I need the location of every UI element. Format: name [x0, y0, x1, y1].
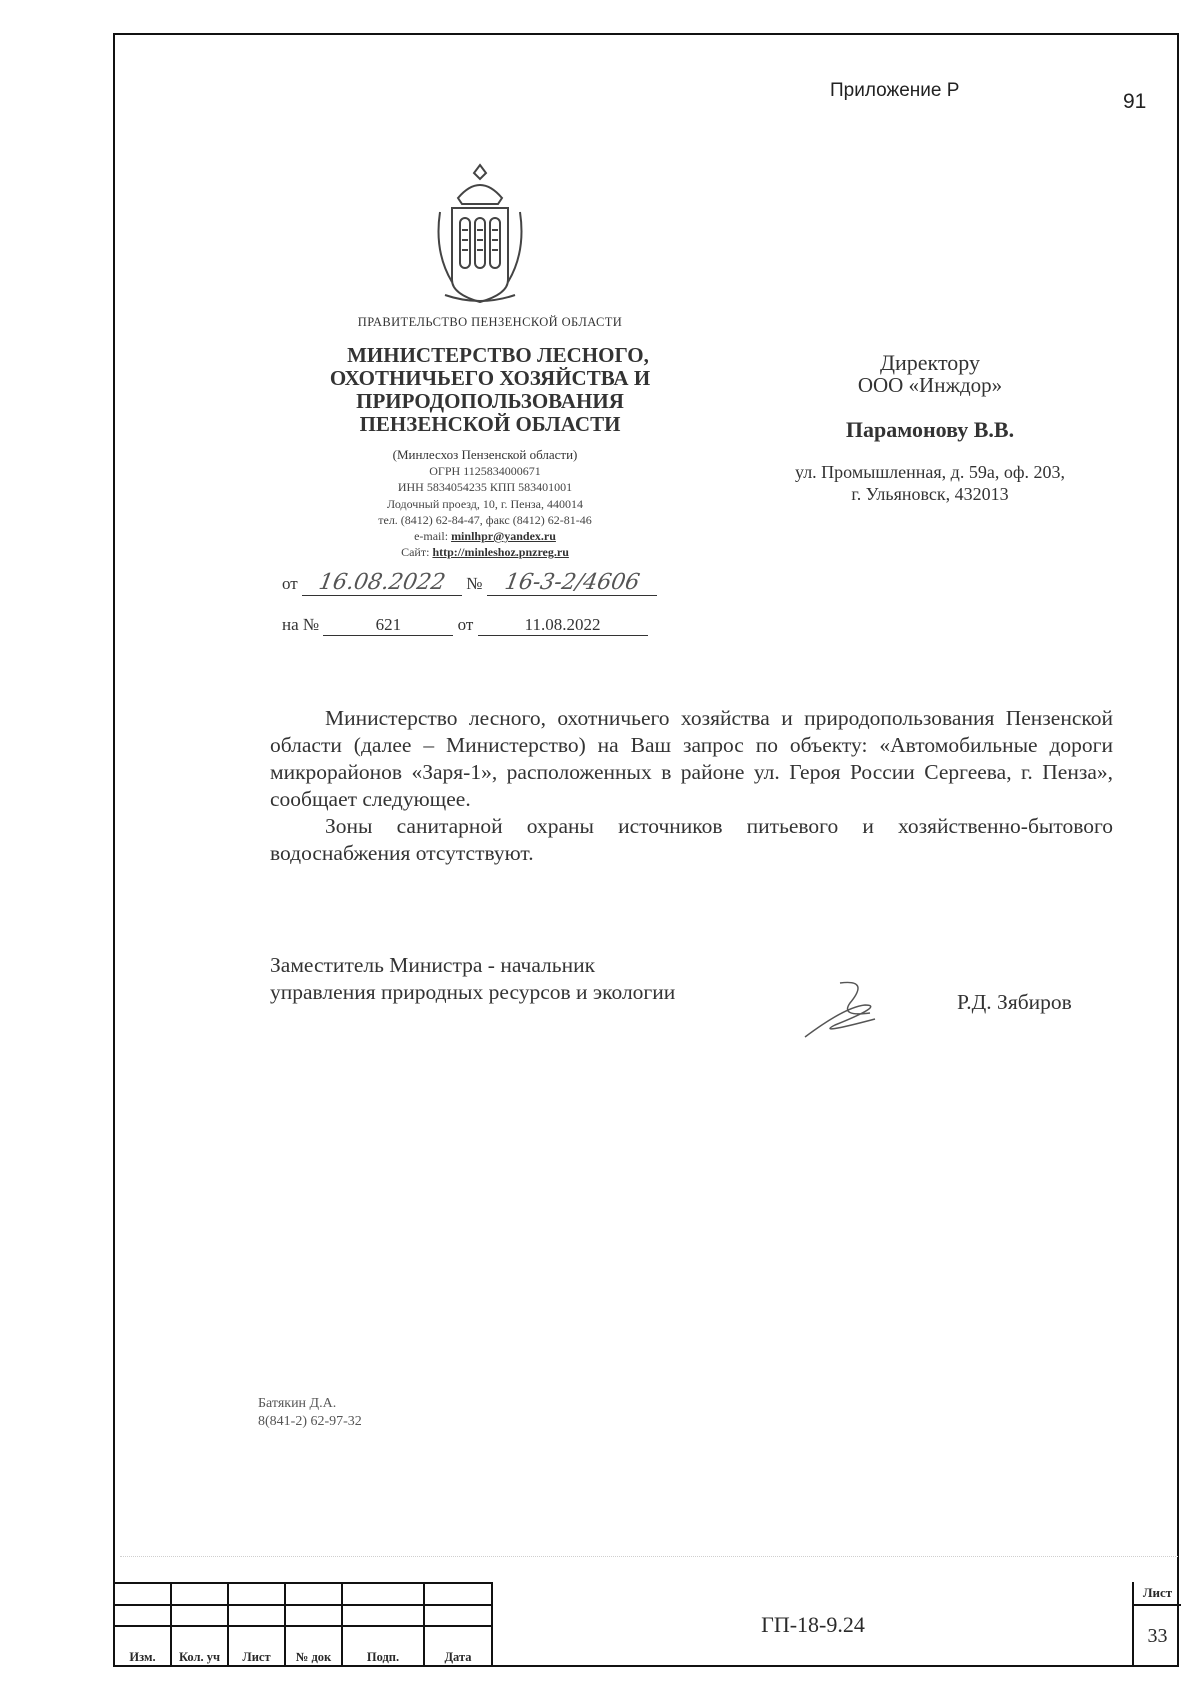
ministry-line: МИНИСТЕРСТВО ЛЕСНОГО,	[347, 343, 649, 367]
inn-kpp: ИНН 5834054235 КПП 583401001	[397, 480, 573, 495]
title-block	[113, 1582, 1179, 1667]
sheet-number: 33	[1147, 1625, 1168, 1647]
recipient-city: г. Ульяновск, 432013	[851, 484, 1009, 504]
recipient-company: ООО «Инждор»	[857, 373, 1003, 397]
body-paragraph: Зоны санитарной охраны источников питьевого и хозяйственно-бытового водоснабжения отсутствуют.	[270, 814, 1113, 865]
title-block-table	[113, 1582, 493, 1667]
ministry-abbreviation: (Минлесхоз Пензенской области)	[392, 447, 578, 462]
registration-date	[302, 570, 462, 596]
executor-name: Батякин Д.А.	[258, 1396, 337, 1411]
email-link[interactable]: minlhpr@yandex.ru	[451, 529, 556, 544]
email-line	[290, 528, 680, 544]
site-label: Сайт:	[401, 545, 433, 560]
divider	[120, 1556, 1178, 1557]
document-designation: ГП-18-9.24	[761, 1611, 865, 1637]
handwritten-number: 16-3-2/4606	[502, 570, 642, 595]
sheet-box	[1132, 1582, 1181, 1667]
signer-title-line: управления природных ресурсов и экологии	[270, 980, 676, 1004]
site-link[interactable]: http://minleshoz.pnzreg.ru	[432, 545, 569, 560]
email-label: e-mail:	[414, 529, 452, 544]
signer-name: Р.Д. Зябиров	[957, 990, 1072, 1014]
body-paragraph: Министерство лесного, охотничьего хозяйства и природопользования Пензенской области (далее – Министерство) на Ваш запрос по объекту: «Автомобильные дороги микрорайонов «Заря-1», расположенных в районе ул. Героя России Сергеева, г. Пенза», сообщает следующее.	[270, 706, 1113, 811]
col-label-izm: Изм.	[114, 1626, 171, 1666]
coat-of-arms-emblem	[430, 160, 530, 310]
ministry-line: ПЕНЗЕНСКОЙ ОБЛАСТИ	[359, 412, 621, 436]
recipient-name: Парамонову В.В.	[845, 417, 1015, 442]
reply-number-label: на №	[282, 615, 320, 634]
recipient-block	[740, 352, 1120, 505]
sheet-label: Лист	[1134, 1582, 1181, 1606]
reply-date: 11.08.2022	[478, 615, 648, 636]
handwritten-date: 16.08.2022	[316, 570, 448, 595]
site-line	[290, 544, 680, 560]
government-name: ПРАВИТЕЛЬСТВО ПЕНЗЕНСКОЙ ОБЛАСТИ	[357, 315, 623, 329]
sender-requisites	[290, 447, 680, 560]
registration-number	[487, 570, 657, 596]
reply-date-label: от	[457, 615, 474, 634]
signer-title-line: Заместитель Министра - начальник	[270, 953, 596, 977]
handwritten-signature	[800, 975, 900, 1045]
sender-phones: тел. (8412) 62-84-47, факс (8412) 62-81-46	[378, 512, 592, 527]
reply-number: 621	[323, 615, 453, 636]
sender-address: Лодочный проезд, 10, г. Пенза, 440014	[387, 496, 583, 511]
col-label-doc-num: № док	[285, 1626, 342, 1666]
col-label-date: Дата	[424, 1626, 492, 1666]
executor-phone: 8(841-2) 62-97-32	[258, 1414, 362, 1429]
number-label: №	[466, 574, 483, 593]
col-label-sign: Подп.	[342, 1626, 424, 1666]
recipient-position: Директору	[880, 350, 980, 375]
date-label: от	[282, 574, 298, 593]
ogrn: ОГРН 1125834000671	[429, 464, 541, 479]
signer-title	[270, 952, 675, 1006]
col-label-list: Лист	[228, 1626, 285, 1666]
page-number: 91	[1123, 90, 1147, 113]
col-label-kol-uch: Кол. уч	[171, 1626, 228, 1666]
ministry-line: ОХОТНИЧЬЕГО ХОЗЯЙСТВА И	[329, 366, 651, 390]
registration-row	[282, 570, 657, 596]
recipient-street: ул. Промышленная, д. 59а, оф. 203,	[794, 462, 1065, 482]
executor-info	[258, 1395, 362, 1431]
ministry-line: ПРИРОДОПОЛЬЗОВАНИЯ	[356, 389, 624, 413]
appendix-label: Приложение Р	[830, 80, 960, 101]
reply-row	[282, 615, 648, 636]
letter-body	[270, 705, 1113, 867]
ministry-name	[295, 344, 685, 436]
